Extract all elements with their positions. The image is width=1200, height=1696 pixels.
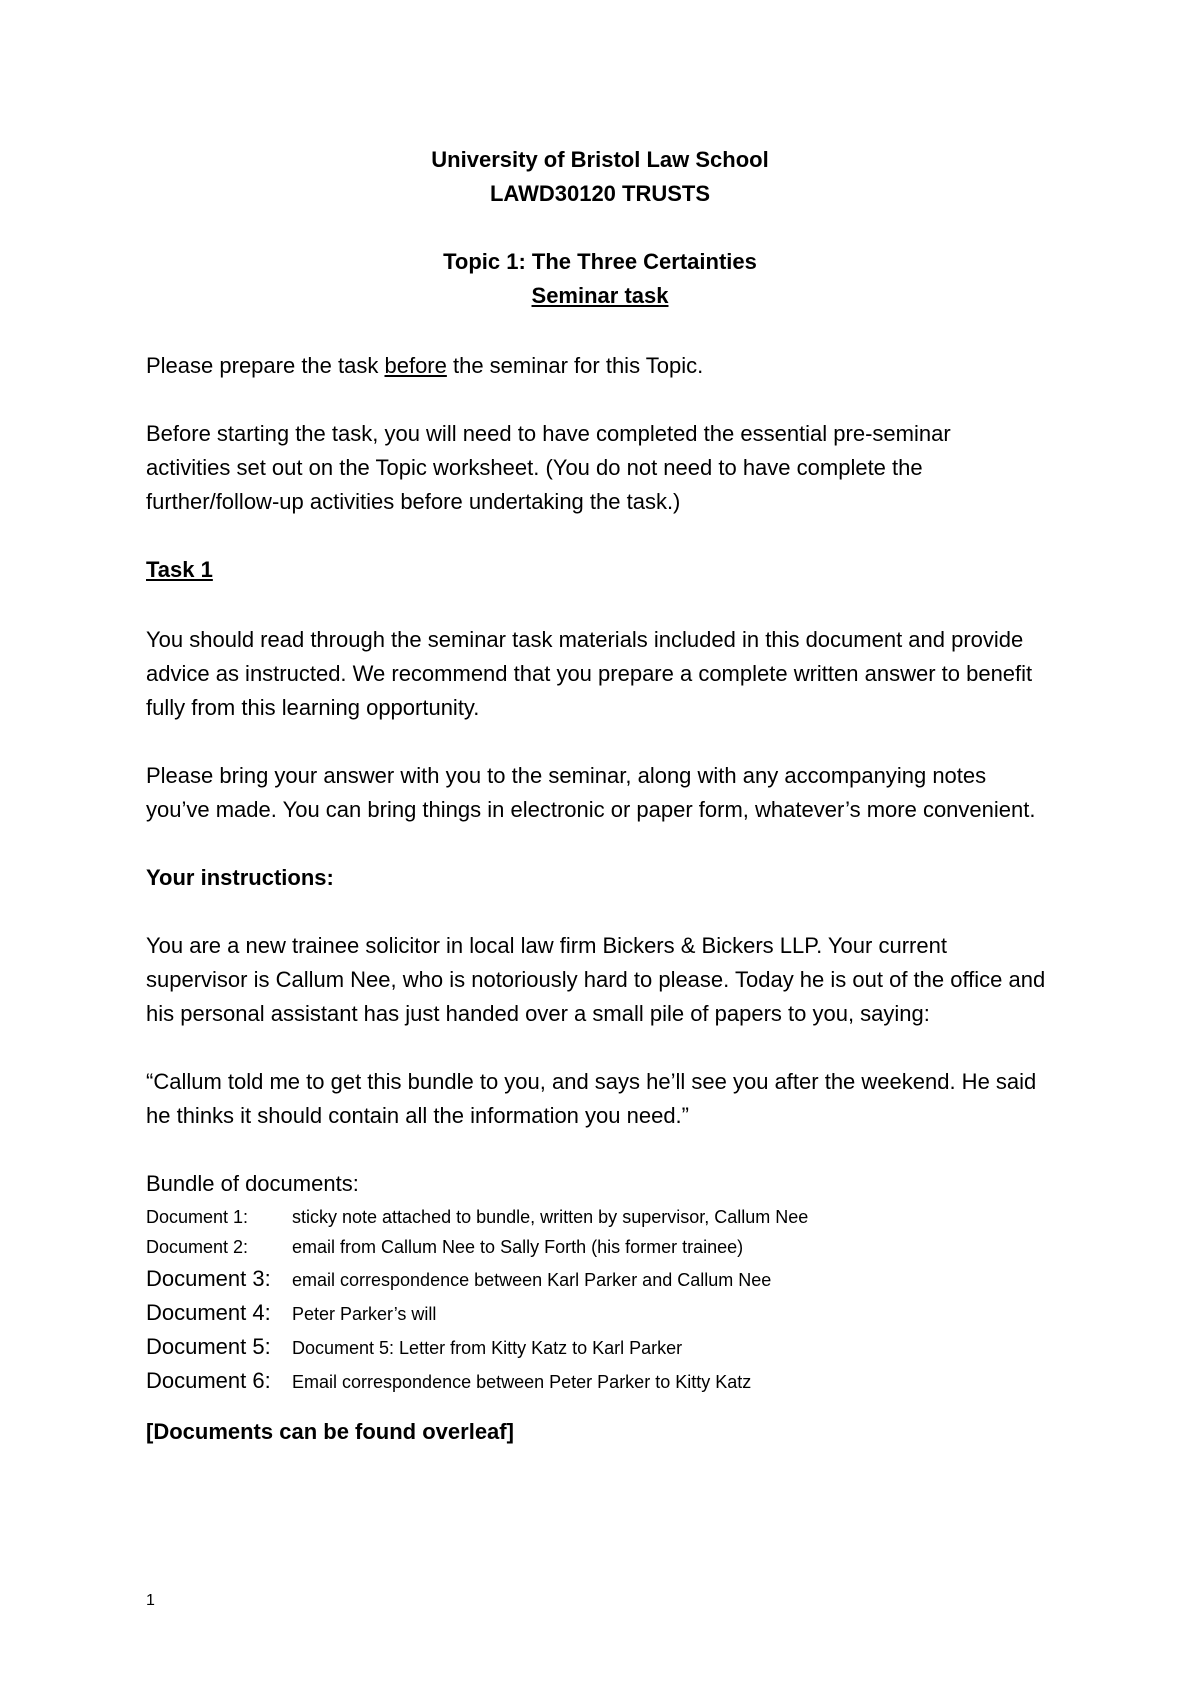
document-row-3 <box>146 1264 771 1297</box>
quote-line-2: he thinks it should contain all the information you need.” <box>146 1103 689 1128</box>
document-description: Email correspondence between Peter Parker to Kitty Katz <box>292 1372 752 1392</box>
task-paragraph-1-line-2: advice as instructed. We recommend that you prepare a complete written answer to benefit <box>146 661 1033 686</box>
document-description: email from Callum Nee to Sally Forth (his former trainee) <box>292 1237 744 1257</box>
task-paragraph-2-line-2: you’ve made. You can bring things in electronic or paper form, whatever’s more convenient. <box>146 797 1036 822</box>
instructions-paragraph-line-1: You are a new trainee solicitor in local law firm Bickers & Bickers LLP. Your current <box>146 933 947 958</box>
seminar-task-subtitle <box>0 282 1200 310</box>
seminar-task-subtitle-text: Seminar task <box>531 283 669 308</box>
intro-p1-emphasis: before <box>384 353 447 378</box>
intro-paragraph-2-line-3: further/follow-up activities before undertaking the task.) <box>146 489 681 514</box>
overleaf-note: [Documents can be found overleaf] <box>146 1419 514 1444</box>
document-row-5 <box>146 1332 682 1365</box>
course-code: LAWD30120 TRUSTS <box>489 181 711 206</box>
document-description: email correspondence between Karl Parker and Callum Nee <box>292 1270 772 1290</box>
institution-title: University of Bristol Law School <box>431 147 769 172</box>
intro-paragraph-1 <box>146 352 703 380</box>
topic-title: Topic 1: The Three Certainties <box>443 249 757 274</box>
intro-p1-before: Please prepare the task <box>146 353 385 378</box>
document-label: Document 4: <box>146 1300 271 1325</box>
document-row-6 <box>146 1366 751 1399</box>
document-description: Document 5: Letter from Kitty Katz to Karl Parker <box>292 1338 683 1358</box>
document-label: Document 1: <box>146 1207 249 1227</box>
intro-paragraph-2-line-2: activities set out on the Topic worksheet. (You do not need to have complete the <box>146 455 923 480</box>
document-label: Document 2: <box>146 1237 249 1257</box>
page-number: 1 <box>146 1592 155 1609</box>
document-label: Document 5: <box>146 1334 271 1359</box>
document-row-2 <box>146 1234 743 1262</box>
quote-line-1: “Callum told me to get this bundle to you, and says he’ll see you after the weekend. He said <box>146 1069 1037 1094</box>
document-row-4 <box>146 1298 436 1331</box>
document-label: Document 6: <box>146 1368 271 1393</box>
bundle-heading: Bundle of documents: <box>146 1171 359 1196</box>
task-paragraph-1-line-1: You should read through the seminar task materials included in this document and provide <box>146 627 1024 652</box>
task-heading: Task 1 <box>146 557 213 582</box>
document-row-1 <box>146 1204 808 1232</box>
instructions-heading: Your instructions: <box>146 865 334 890</box>
instructions-paragraph-line-3: his personal assistant has just handed over a small pile of papers to you, saying: <box>146 1001 930 1026</box>
intro-paragraph-2-line-1: Before starting the task, you will need to have completed the essential pre-seminar <box>146 421 951 446</box>
document-description: sticky note attached to bundle, written by supervisor, Callum Nee <box>292 1207 809 1227</box>
task-paragraph-2-line-1: Please bring your answer with you to the seminar, along with any accompanying notes <box>146 763 987 788</box>
document-description: Peter Parker’s will <box>292 1304 437 1324</box>
document-label: Document 3: <box>146 1266 271 1291</box>
instructions-paragraph-line-2: supervisor is Callum Nee, who is notoriously hard to please. Today he is out of the office and <box>146 967 1046 992</box>
intro-p1-after: the seminar for this Topic. <box>446 353 704 378</box>
task-paragraph-1-line-3: fully from this learning opportunity. <box>146 695 480 720</box>
